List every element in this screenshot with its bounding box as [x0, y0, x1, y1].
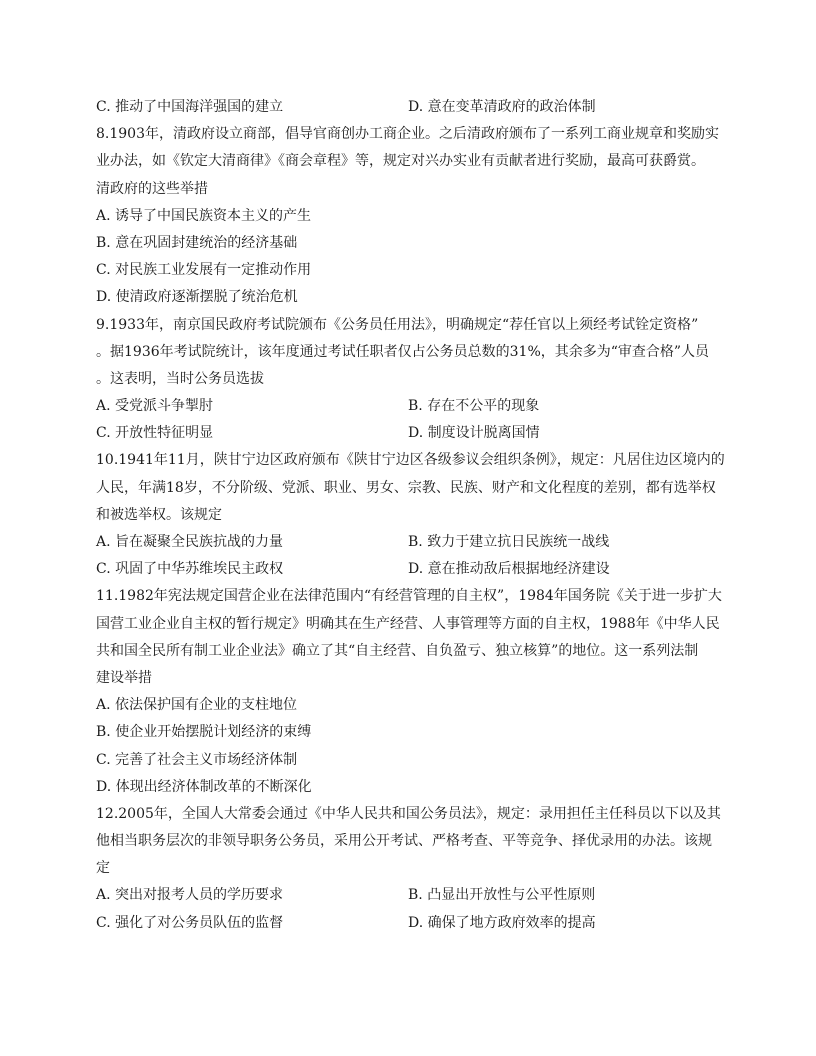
q9-option-d: D. 制度设计脱离国情 [408, 425, 540, 442]
q12-options-row [96, 910, 726, 937]
q12-option-c: C. 强化了对公务员队伍的监督 [96, 914, 284, 931]
question-11 [96, 583, 726, 801]
question-12 [96, 801, 726, 937]
q10-options-row [96, 529, 726, 556]
q11-option-c: C. 完善了社会主义市场经济体制 [96, 751, 298, 768]
q7-option-d: D. 意在变革清政府的政治体制 [408, 99, 596, 115]
q12-options-row [96, 882, 726, 909]
q11-stem-line: 国营工业企业自主权的暂行规定》明确其在生产经营、人事管理等方面的自主权，1988年《中华人民 [96, 615, 720, 632]
q8-option-c: C. 对民族工业发展有一定推动作用 [96, 262, 312, 279]
q11-option-b: B. 使企业开始摆脱计划经济的束缚 [96, 724, 312, 741]
q9-options-row [96, 420, 726, 447]
q8-stem-line: 8.1903年，清政府设立商部，倡导官商创办工商企业。之后清政府颁布了一系列工商业规章和奖励实 [96, 126, 719, 143]
q11-option-a: A. 依法保护国有企业的支柱地位 [96, 697, 298, 714]
q11-stem-line: 11.1982年宪法规定国营企业在法律范围内“有经营管理的自主权”，1984年国务院《关于进一步扩大 [96, 588, 722, 605]
q8-option-b: B. 意在巩固封建统治的经济基础 [96, 234, 298, 251]
q11-stem-line: 共和国全民所有制工业企业法》确立了其“自主经营、自负盈亏、独立核算”的地位。这一系列法制 [96, 642, 699, 659]
q12-stem-line: 12.2005年，全国人大常委会通过《中华人民共和国公务员法》，规定：录用担任主任科员以下以及其 [96, 805, 721, 822]
q10-option-c: C. 巩固了中华苏维埃民主政权 [96, 561, 284, 578]
q10-option-b: B. 致力于建立抗日民族统一战线 [408, 534, 610, 550]
q9-option-c: C. 开放性特征明显 [96, 425, 214, 442]
q10-options-row [96, 556, 726, 583]
q10-option-d: D. 意在推动敌后根据地经济建设 [408, 561, 610, 578]
question-10 [96, 447, 726, 583]
question-9 [96, 312, 726, 448]
q9-options-row [96, 393, 726, 420]
q12-stem-line: 定 [96, 860, 110, 877]
q11-option-d: D. 体现出经济体制改革的不断深化 [96, 778, 312, 795]
q9-stem-line: 。这表明，当时公务员选拔 [96, 370, 264, 387]
q9-option-a: A. 受党派斗争掣肘 [96, 398, 214, 415]
q12-option-a: A. 突出对报考人员的学历要求 [96, 887, 284, 904]
q10-option-a: A. 旨在凝聚全民族抗战的力量 [96, 534, 284, 550]
q7-options-row [96, 94, 726, 121]
q9-stem-line: 9.1933年，南京国民政府考试院颁布《公务员任用法》，明确规定“荐任官以上须经考试铨定资格” [96, 316, 699, 333]
q8-stem-line: 业办法，如《钦定大清商律》《商会章程》等，规定对兴办实业有贡献者进行奖励，最高可获爵赏。 [96, 153, 705, 170]
q8-option-a: A. 诱导了中国民族资本主义的产生 [96, 207, 312, 224]
q11-stem-line: 建设举措 [96, 669, 152, 686]
question-8 [96, 121, 726, 311]
q10-stem-line: 和被选举权。该规定 [96, 506, 222, 523]
q12-option-d: D. 确保了地方政府效率的提高 [408, 914, 596, 931]
q7-option-c: C. 推动了中国海洋强国的建立 [96, 99, 284, 115]
q8-option-d: D. 使清政府逐渐摆脱了统治危机 [96, 289, 298, 306]
q9-option-b: B. 存在不公平的现象 [408, 398, 540, 415]
q10-stem-line: 10.1941年11月，陕甘宁边区政府颁布《陕甘宁边区各级参议会组织条例》，规定：凡居住边区境内的 [96, 452, 725, 469]
q10-stem-line: 人民，年满18岁，不分阶级、党派、职业、男女、宗教、民族、财产和文化程度的差别，都有选举权 [96, 479, 716, 496]
exam-page [96, 94, 726, 937]
q12-option-b: B. 凸显出开放性与公平性原则 [408, 887, 596, 904]
q9-stem-line: 。据1936年考试院统计，该年度通过考试任职者仅占公务员总数的31%，其余多为“审查合格”人员 [96, 343, 710, 360]
q8-stem-line: 清政府的这些举措 [96, 180, 208, 197]
q12-stem-line: 他相当职务层次的非领导职务公务员，采用公开考试、严格考查、平等竞争、择优录用的办法。该规 [96, 833, 712, 850]
